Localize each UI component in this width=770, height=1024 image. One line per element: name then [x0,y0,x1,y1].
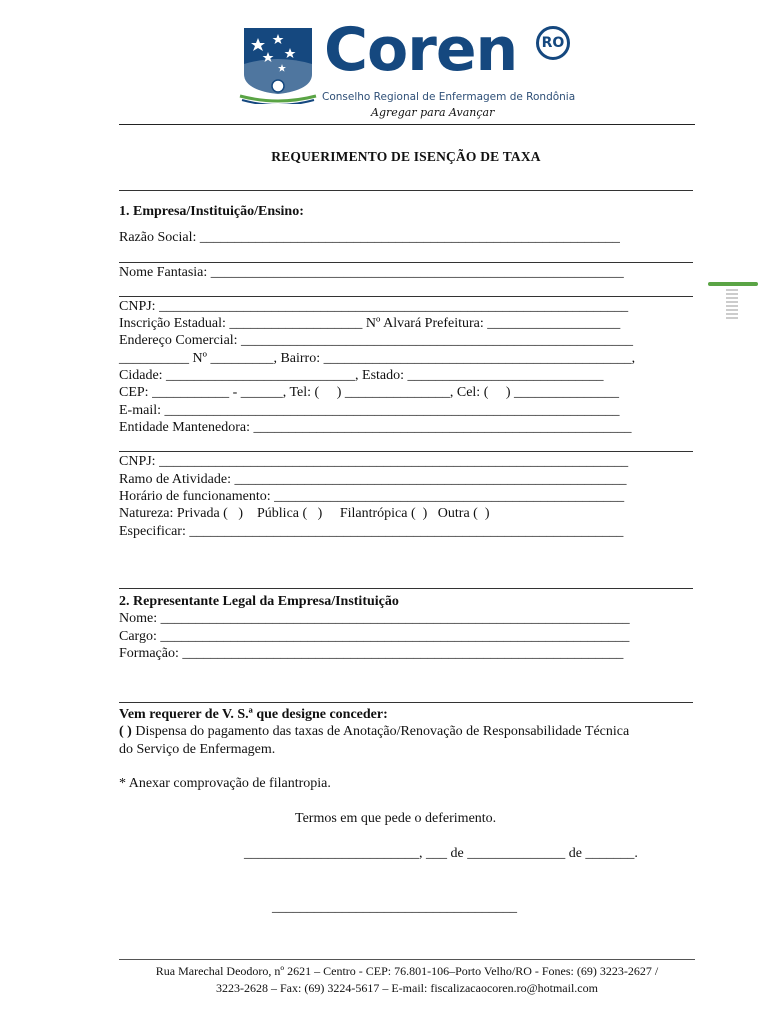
cidade-estado-field[interactable]: Cidade: ___________________________, Estado: ____________________________ [119,368,604,383]
slogan: Agregar para Avançar [371,106,495,119]
request-text-line1 [119,723,629,741]
ramo-atividade-field[interactable]: Ramo de Atividade: ________________________________________________________ [119,472,627,487]
inscricao-alvara-field[interactable]: Inscrição Estadual: ___________________ Nº Alvará Prefeitura: ___________________ [119,316,621,331]
cep-tel-cel-field[interactable]: CEP: ___________ - ______, Tel: ( ) _______________, Cel: ( ) _______________ [119,385,620,400]
razao-social-field[interactable]: Razão Social: ____________________________________________________________ [119,230,620,245]
request-heading: Vem requerer de V. S.ª que designe conceder: [119,707,388,722]
representante-formacao-field[interactable]: Formação: _______________________________________________________________ [119,646,624,661]
council-name: Conselho Regional de Enfermagem de Rondônia [322,91,576,103]
razao-social-extra-line[interactable] [119,262,693,263]
dispensa-checkbox[interactable]: ( ) [119,724,132,739]
cnpj-mantenedora-field[interactable]: CNPJ: ___________________________________________________________________ [119,454,629,469]
footer-address-line1: Rua Marechal Deodoro, nº 2621 – Centro - CEP: 76.801-106–Porto Velho/RO - Fones: (69) 3223-2627 / [155,964,659,978]
especificar-field[interactable]: Especificar: ______________________________________________________________ [119,524,624,539]
separator-line [119,702,693,703]
email-field[interactable]: E-mail: _________________________________________________________________ [119,403,620,418]
representante-cargo-field[interactable]: Cargo: ___________________________________________________________________ [119,629,630,644]
separator-line [119,588,693,589]
signature-line[interactable]: ___________________________________ [272,900,517,915]
section2-heading: 2. Representante Legal da Empresa/Instituição [119,594,399,609]
header-divider [119,124,695,125]
natureza-options[interactable]: Natureza: Privada ( ) Pública ( ) Filantrópica ( ) Outra ( ) [119,506,490,521]
numero-bairro-field[interactable]: __________ Nº _________, Bairro: ____________________________________________, [119,351,636,366]
date-line[interactable]: _________________________, ___ de ______________ de _______. [244,846,638,861]
coren-shield-emblem [238,24,318,104]
horario-field[interactable]: Horário de funcionamento: __________________________________________________ [119,489,625,504]
document-title: REQUERIMENTO DE ISENÇÃO DE TAXA [271,149,541,164]
cnpj-field[interactable]: CNPJ: ___________________________________________________________________ [119,299,629,314]
nome-fantasia-extra-line[interactable] [119,296,693,297]
section1-heading: 1. Empresa/Instituição/Ensino: [119,204,304,219]
endereco-field[interactable]: Endereço Comercial: ________________________________________________________ [119,333,634,348]
filantropia-note: * Anexar comprovação de filantropia. [119,776,331,791]
logo-wordmark: Coren [324,15,518,85]
closing-text: Termos em que pede o deferimento. [295,811,497,826]
separator-line [119,190,693,191]
footer-divider [119,959,695,960]
mantenedora-extra-line[interactable] [119,451,693,452]
entidade-mantenedora-field[interactable]: Entidade Mantenedora: ______________________________________________________ [119,420,632,435]
margin-marker-icon [708,280,758,326]
request-text-line2: do Serviço de Enfermagem. [119,742,276,757]
nome-fantasia-field[interactable]: Nome Fantasia: ___________________________________________________________ [119,265,624,280]
request-text-line1-content: Dispensa do pagamento das taxas de Anotação/Renovação de Responsabilidade Técnica [131,724,630,739]
logo-ro-badge: RO [536,26,570,60]
footer-address-line2: 3223-2628 – Fax: (69) 3224-5617 – E-mail: fiscalizacaocoren.ro@hotmail.com [216,981,598,995]
representante-nome-field[interactable]: Nome: ___________________________________________________________________ [119,611,630,626]
coren-logo [238,15,588,124]
